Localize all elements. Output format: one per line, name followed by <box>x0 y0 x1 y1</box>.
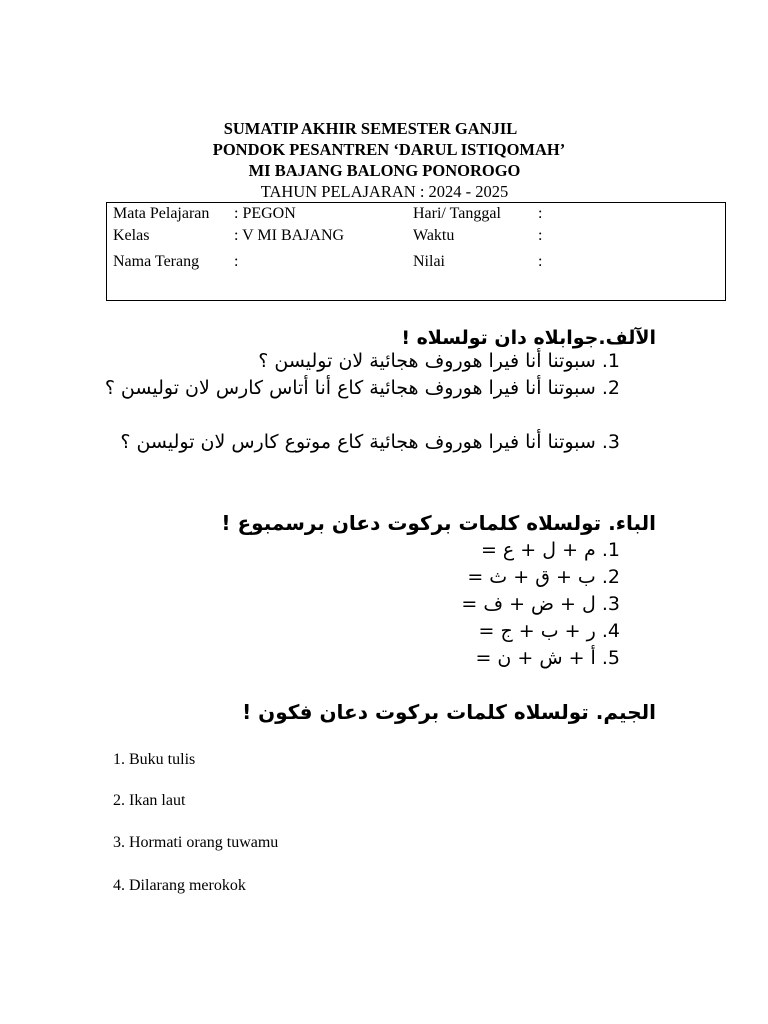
score-label: Nilai <box>413 253 445 270</box>
section-b-item: 3. ل + ض + ف = <box>461 593 620 615</box>
section-b-item: 4. ر + ب + ج = <box>478 620 620 642</box>
class-value: : V MI BAJANG <box>234 227 345 244</box>
time-label: Waktu <box>413 227 455 244</box>
class-label: Kelas <box>113 227 150 244</box>
student-info-box <box>106 202 726 301</box>
section-c-item: 1. Buku tulis <box>113 751 196 768</box>
date-value: : <box>538 205 543 222</box>
section-c-title: الجيم. تولسلاه كلمات بركوت دعان فكون ! <box>242 700 656 724</box>
exam-header <box>0 118 768 202</box>
exam-title: SUMATIP AKHIR SEMESTER GANJIL <box>223 119 518 138</box>
section-c-item: 4. Dilarang merokok <box>113 877 246 894</box>
date-label: Hari/ Tanggal <box>413 205 501 222</box>
subject-value: : PEGON <box>234 205 296 222</box>
name-label: Nama Terang <box>113 253 200 270</box>
section-c-item: 2. Ikan laut <box>113 792 186 809</box>
subject-label: Mata Pelajaran <box>113 205 210 222</box>
section-b-title: الباء. تولسلاه كلمات بركوت دعان برسمبوع ! <box>221 511 656 535</box>
score-value: : <box>538 253 543 270</box>
school-location: MI BAJANG BALONG PONOROGO <box>248 161 521 180</box>
school-name: PONDOK PESANTREN ‘DARUL ISTIQOMAH’ <box>212 140 566 159</box>
section-c-item: 3. Hormati orang tuwamu <box>113 834 279 851</box>
name-value: : <box>234 253 239 270</box>
section-b-item: 5. أ + ش + ن = <box>475 647 620 669</box>
section-a-question: 3. سبوتنا أنا فيرا هوروف هجائية كاع موتوع كارس لان توليسن ؟ <box>120 431 620 453</box>
academic-year: TAHUN PELAJARAN : 2024 - 2025 <box>260 182 509 201</box>
time-value: : <box>538 227 543 244</box>
section-b-item: 2. ب + ق + ث = <box>467 566 620 588</box>
section-a-question: 2. سبوتنا أنا فيرا هوروف هجائية كاع أنا أتاس كارس لان توليسن ؟ <box>104 377 620 399</box>
section-a-title: الآلف.جوابلاه دان تولسلاه ! <box>401 327 656 349</box>
section-a-question: 1. سبوتنا أنا فيرا هوروف هجائية لان توليسن ؟ <box>258 350 620 372</box>
section-b-item: 1. م + ل + ع = <box>480 539 620 561</box>
